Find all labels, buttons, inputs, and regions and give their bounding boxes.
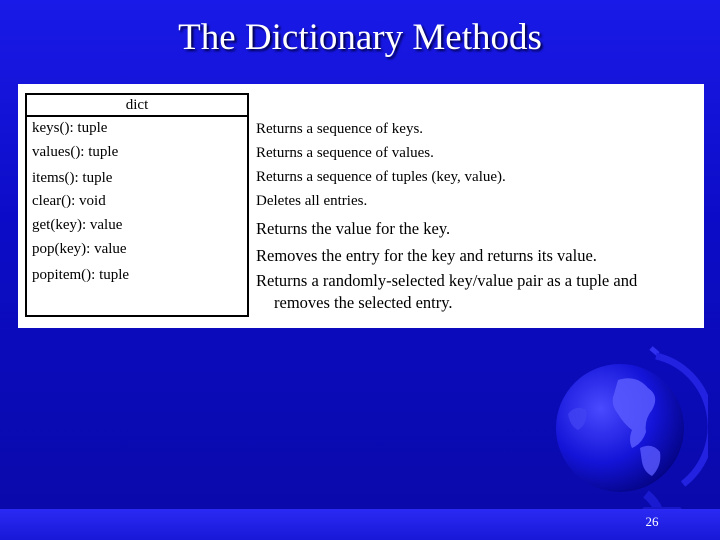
description-pop: Removes the entry for the key and returns its value.	[256, 246, 597, 265]
description-keys: Returns a sequence of keys.	[256, 121, 424, 137]
uml-method-popitem: popitem(): tuple	[32, 267, 130, 283]
uml-method-items: items(): tuple	[32, 170, 113, 186]
content-panel	[18, 84, 704, 328]
uml-method-get: get(key): value	[32, 217, 123, 233]
description-get: Returns the value for the key.	[256, 219, 451, 238]
description-values: Returns a sequence of values.	[256, 145, 434, 161]
globe-icon	[548, 344, 708, 519]
uml-method-clear: clear(): void	[32, 193, 106, 209]
uml-method-values: values(): tuple	[32, 144, 119, 160]
uml-class-name: dict	[27, 95, 247, 117]
page-number: 26	[645, 514, 659, 529]
description-popitem-line2: removes the selected entry.	[274, 293, 453, 312]
footer-bar	[0, 509, 720, 540]
description-clear: Deletes all entries.	[256, 193, 368, 209]
description-items: Returns a sequence of tuples (key, value).	[256, 169, 506, 185]
description-popitem-line1: Returns a randomly-selected key/value pair as a tuple and	[256, 271, 638, 290]
uml-method-keys: keys(): tuple	[32, 120, 108, 136]
uml-class-box	[25, 93, 249, 317]
uml-method-pop: pop(key): value	[32, 241, 127, 257]
slide-title: The Dictionary Methods	[178, 17, 542, 58]
